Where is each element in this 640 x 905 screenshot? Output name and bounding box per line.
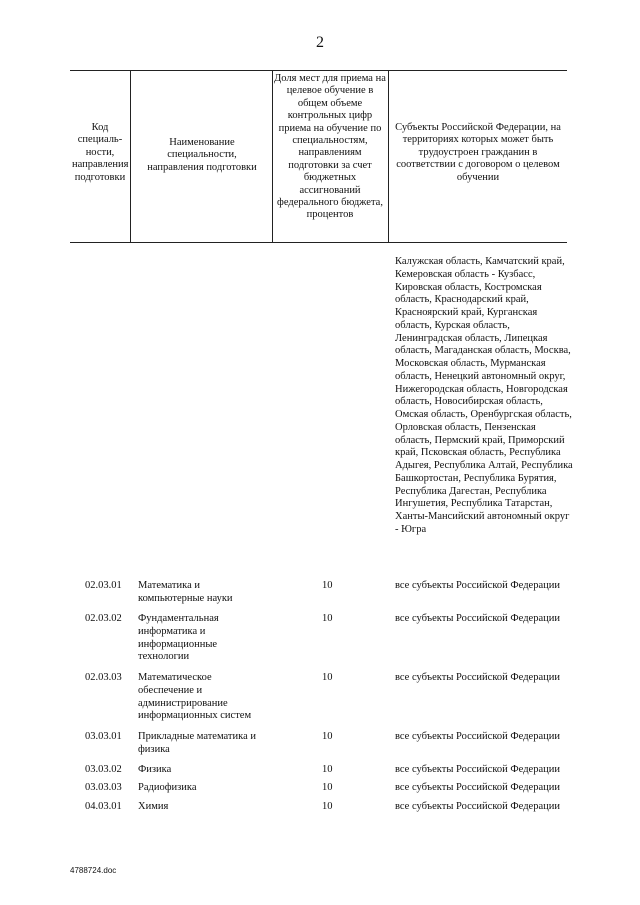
row-regions: все субъекты Российской Федерации (395, 580, 560, 591)
row-regions: все субъекты Российской Федерации (395, 801, 560, 812)
row-regions: все субъекты Российской Федерации (395, 764, 560, 775)
row-code: 02.03.03 (85, 672, 122, 683)
row-percent: 10 (322, 731, 333, 742)
row-percent: 10 (322, 801, 333, 812)
row-name: Химия (138, 801, 169, 812)
row-code: 03.03.02 (85, 764, 122, 775)
row-regions: все субъекты Российской Федерации (395, 613, 560, 624)
header-percent: Доля мест для приема на целевое обучение в общем объеме контрольных цифр приема на обучение по специальностям, направлениям подготовки за счет бюджетных ассигнований федерального бюджета, процентов (274, 73, 386, 221)
row-code: 02.03.01 (85, 580, 122, 591)
column-divider (130, 70, 131, 242)
row-percent: 10 (322, 764, 333, 775)
page-number: 2 (316, 34, 324, 51)
table-header-top-rule (70, 70, 567, 71)
row-percent: 10 (322, 613, 333, 624)
row-regions: все субъекты Российской Федерации (395, 672, 560, 683)
row-percent: 10 (322, 672, 333, 683)
header-code: Код специаль- ности, направления подготовки (72, 122, 129, 183)
row-code: 04.03.01 (85, 801, 122, 812)
row-percent: 10 (322, 580, 333, 591)
continued-regions-list: Калужская область, Камчатский край, Кемеровская область - Кузбасс, Кировская область, Костромская область, Краснодарский край, Красноярский край, Курганская область, Курская область, Ленинградская область, Липецкая область, Магаданская область, Москва, Московская область, Мурманская область, Ненецкий автономный округ, Нижегородская область, Новгородская область, Новосибирская область, Омская область, Оренбургская область, Орловская область, Пензенская область, Пермский край, Приморский край, Псковская область, Республика Адыгея, Республика Алтай, Республика Башкортостан, Республика Бурятия, Республика Дагестан, Республика Ингушетия, Республика Татарстан, Ханты-Мансийский автономный округ - Югра (395, 256, 573, 535)
document-filename: 4788724.doc (70, 866, 117, 875)
row-name: Прикладные математика и физика (138, 731, 256, 755)
column-divider (388, 70, 389, 242)
row-name: Математическое обеспечение и администрирование информационных систем (138, 672, 252, 722)
row-code: 03.03.01 (85, 731, 122, 742)
row-code: 02.03.02 (85, 613, 122, 624)
column-divider (272, 70, 273, 242)
row-code: 03.03.03 (85, 782, 122, 793)
row-name: Физика (138, 764, 172, 775)
row-name: Фундаментальная информатика и информационные технологии (138, 613, 219, 663)
table-header-bottom-rule (70, 242, 567, 243)
row-percent: 10 (322, 782, 333, 793)
row-name: Математика и компьютерные науки (138, 580, 233, 604)
row-regions: все субъекты Российской Федерации (395, 782, 560, 793)
row-name: Радиофизика (138, 782, 197, 793)
header-name: Наименование специальности, направления подготовки (147, 137, 257, 173)
row-regions: все субъекты Российской Федерации (395, 731, 560, 742)
header-regions: Субъекты Российской Федерации, на территориях которых может быть трудоустроен гражданин в соответствии с договором о целевом обучении (395, 122, 561, 183)
